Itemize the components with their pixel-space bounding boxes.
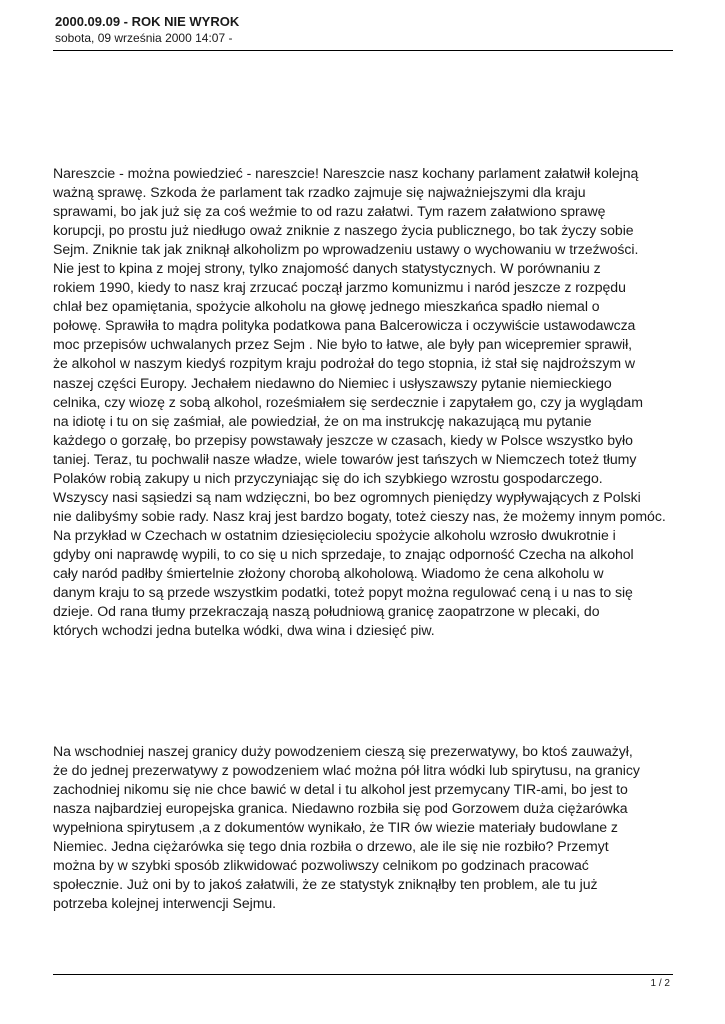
document-header bbox=[55, 14, 672, 46]
footer-divider bbox=[53, 974, 673, 975]
document-title: 2000.09.09 - ROK NIE WYROK bbox=[55, 14, 240, 29]
article-paragraph-1: Nareszcie - można powiedzieć - nareszcie! Nareszcie nasz kochany parlament załatwił kolejną ważną sprawę. Szkoda że parlament tak rzadko zajmuje się najważniejszymi dla kraju sprawami, bo jak już się za coś weźmie to od razu załatwi. Tym razem załatwiono sprawę korupcji, po prostu już niedługo oważ zniknie z naszego życia publicznego, bo tak życzy sobie Sejm. Zniknie tak jak zniknął alkoholizm po wprowadzeniu ustawy o wychowaniu w trzeźwości. Nie jest to kpina z mojej strony, tylko znajomość danych statystycznych. W porównaniu z rokiem 1990, kiedy to nasz kraj zrzucać począł jarzmo komunizmu i naród jeszcze z rozpędu chlał bez opamiętania, spożycie alkoholu na głowę jednego mieszkańca spadło niemal o połowę. Sprawiła to mądra polityka podatkowa pana Balcerowicza i oczywiście ustawodawcza moc przepisów uchwalanych przez Sejm . Nie było to łatwe, ale były pan wicepremier sprawił, że alkohol w naszym kiedyś rozpitym kraju podrożał do tego stopnia, iż stał się najdroższym w naszej części Europy. Jechałem niedawno do Niemiec i usłyszawszy pytanie niemieckiego celnika, czy wiozę z sobą alkohol, roześmiałem się serdecznie i zapytałem go, czy ja wyglądam na idiotę i tu on się zaśmiał, ale powiedział, że on ma instrukcję nakazującą mu pytanie każdego o gorzałę, bo przepisy powstawały jeszcze w czasach, kiedy w Polsce wszystko było taniej. Teraz, tu pochwalił nasze władze, wiele towarów jest tańszych w Niemczech toteż tłumy Polaków robią zakupy u nich przyczyniając się do ich szybkiego wzrostu gospodarczego. Wszyscy nasi sąsiedzi są nam wdzięczni, bo bez ogromnych pieniędzy wypływających z Polski nie dalibyśmy sobie rady. Nasz kraj jest bardzo bogaty, toteż cieszy nas, że możemy innym pomóc. Na przykład w Czechach w ostatnim dziesięcioleciu spożycie alkoholu wzrosło dwukrotnie i gdyby oni naprawdę wypili, to co się u nich sprzedaje, to znając odporność Czecha na alkohol cały naród padłby śmiertelnie złożony chorobą alkoholową. Wiadomo że cena alkoholu w danym kraju to są przede wszystkim podatki, toteż popyt można regulować ceną i u nas to się dzieje. Od rana tłumy przekraczają naszą południową granicę zaopatrzone w plecaki, do których wchodzi jedna butelka wódki, dwa wina i dziesięć piw. bbox=[53, 165, 666, 639]
document-date: sobota, 09 września 2000 14:07 - bbox=[55, 31, 233, 45]
article-paragraph-2: Na wschodniej naszej granicy duży powodzeniem cieszą się prezerwatywy, bo ktoś zauważył, że do jednej prezerwatywy z powodzeniem wlać można pół litra wódki lub spirytusu, na granicy zachodniej nikomu się nie chce bawić w detal i tu alkohol jest przemycany TIR-ami, bo jest to nasza najbardziej europejska granica. Niedawno rozbiła się pod Gorzowem duża ciężarówka wypełniona spirytusem ,a z dokumentów wynikało, że TIR ów wiezie materiały budowlane z Niemiec. Jedna ciężarówka się tego dnia rozbiła o drzewo, ale ile się nie rozbiło? Przemyt można by w szybki sposób zlikwidować pozwoliwszy celnikom po godzinach pracować społecznie. Już oni by to jakoś załatwili, że ze statystyk zniknąłby ten problem, ale tu już potrzeba kolejnej interwencji Sejmu. bbox=[53, 743, 640, 912]
page-number: 1 / 2 bbox=[650, 978, 670, 989]
header-divider bbox=[53, 50, 673, 51]
